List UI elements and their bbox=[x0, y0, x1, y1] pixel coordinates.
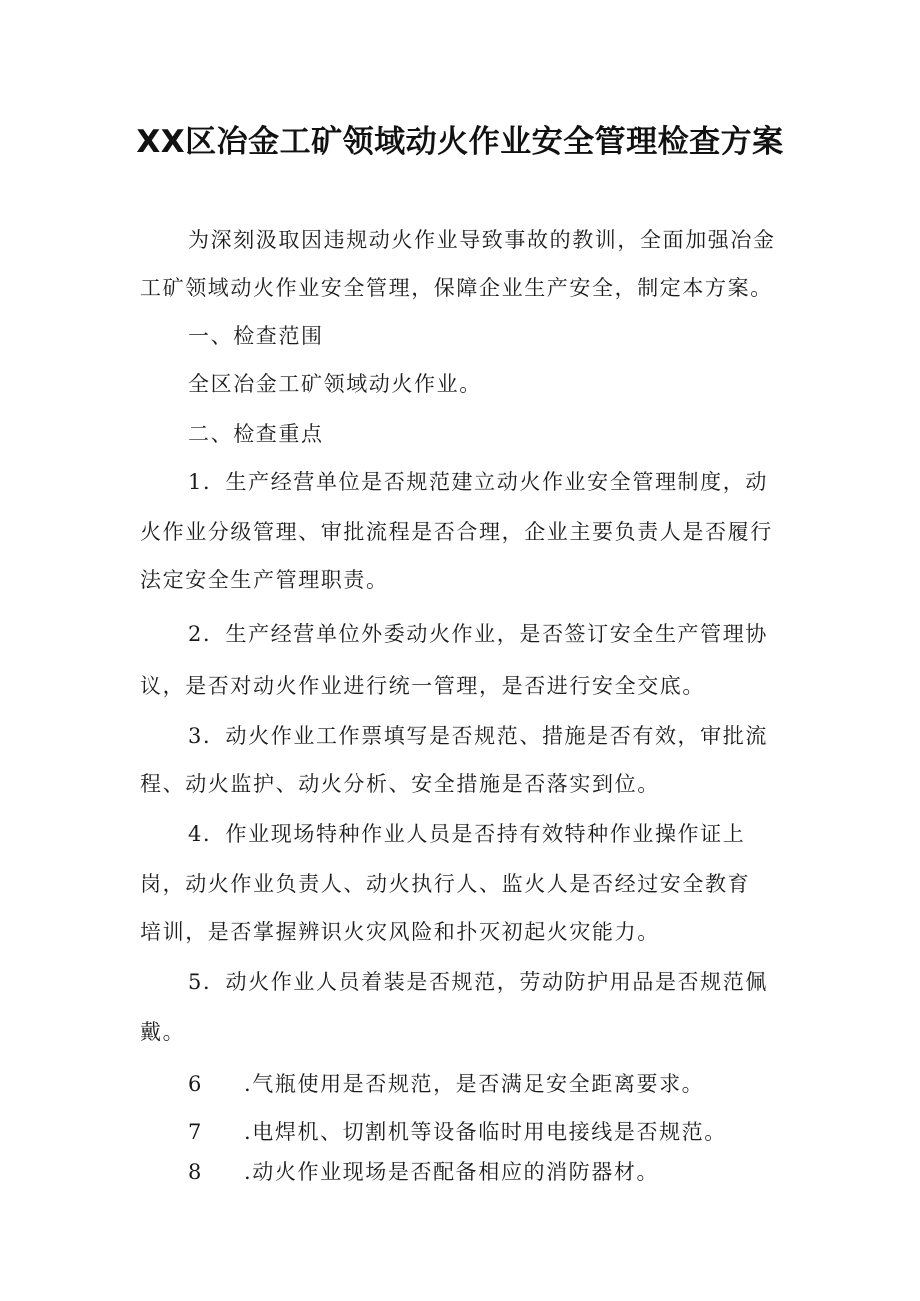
document-title: XX区冶金工矿领域动火作业安全管理检查方案 bbox=[136, 124, 784, 160]
item-8-number: 8 bbox=[188, 1160, 202, 1184]
item-5-line-1: 5．动火作业人员着装是否规范，劳动防护用品是否规范佩 bbox=[188, 970, 768, 994]
item-6-number: 6 bbox=[188, 1072, 202, 1096]
section-2-heading: 二、检查重点 bbox=[188, 422, 324, 446]
item-1-line-2: 火作业分级管理、审批流程是否合理，企业主要负责人是否履行 bbox=[140, 520, 773, 544]
item-1-line-3: 法定安全生产管理职责。 bbox=[140, 568, 389, 592]
item-1-line-1: 1．生产经营单位是否规范建立动火作业安全管理制度，动 bbox=[188, 470, 768, 494]
item-5-line-2: 戴。 bbox=[140, 1020, 186, 1044]
section-1-heading: 一、检查范围 bbox=[188, 324, 324, 348]
item-7-text: .电焊机、切割机等设备临时用电接线是否规范。 bbox=[244, 1120, 727, 1144]
item-3-line-1: 3．动火作业工作票填写是否规范、措施是否有效，审批流 bbox=[188, 724, 768, 748]
item-6-text: .气瓶使用是否规范，是否满足安全距离要求。 bbox=[244, 1072, 705, 1096]
item-4-line-3: 培训，是否掌握辨识火灾风险和扑灭初起火灾能力。 bbox=[140, 920, 660, 944]
intro-line-2: 工矿领域动火作业安全管理，保障企业生产安全，制定本方案。 bbox=[140, 276, 773, 300]
item-8-text: .动火作业现场是否配备相应的消防器材。 bbox=[244, 1160, 660, 1184]
item-3-line-2: 程、动火监护、动火分析、安全措施是否落实到位。 bbox=[140, 772, 660, 796]
intro-line-1: 为深刻汲取因违规动火作业导致事故的教训，全面加强冶金 bbox=[188, 228, 776, 252]
item-4-line-1: 4．作业现场特种作业人员是否持有效特种作业操作证上 bbox=[188, 822, 746, 846]
item-2-line-1: 2．生产经营单位外委动火作业，是否签订安全生产管理协 bbox=[188, 622, 768, 646]
item-4-line-2: 岗，动火作业负责人、动火执行人、监火人是否经过安全教育 bbox=[140, 872, 751, 896]
item-2-line-2: 议，是否对动火作业进行统一管理，是否进行安全交底。 bbox=[140, 674, 705, 698]
item-7-number: 7 bbox=[188, 1120, 202, 1144]
section-1-body: 全区冶金工矿领域动火作业。 bbox=[188, 372, 482, 396]
